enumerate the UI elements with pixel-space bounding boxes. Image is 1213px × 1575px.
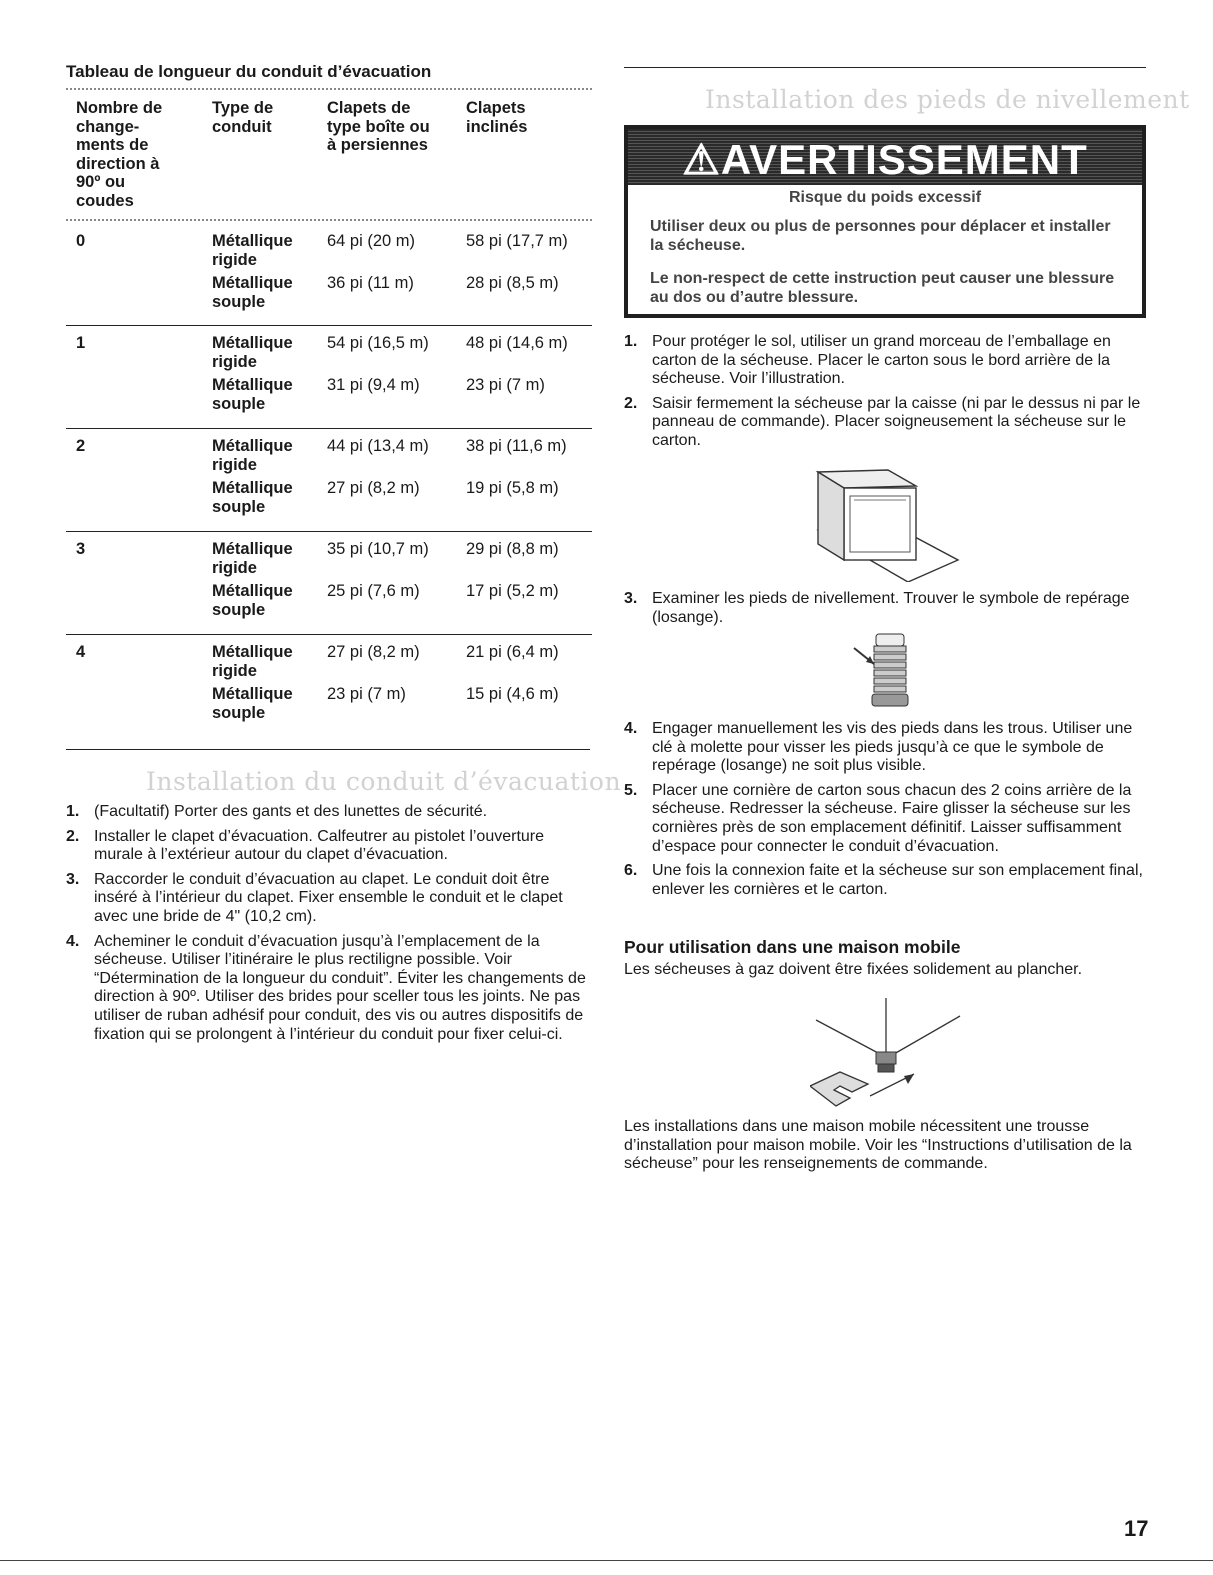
table-cell-angled-hood-length: 29 pi (8,8 m)	[466, 540, 559, 558]
leveling-leg-illustration	[852, 632, 922, 710]
table-cell-duct-type: Métallique souple	[212, 376, 293, 413]
page-bottom-rule	[0, 1560, 1213, 1561]
step-number: 5.	[624, 781, 638, 799]
table-cell-angled-hood-length: 15 pi (4,6 m)	[466, 685, 559, 703]
table-cell-box-hood-length: 36 pi (11 m)	[327, 274, 414, 292]
table-row-divider	[66, 634, 592, 635]
table-header-divider	[66, 219, 592, 221]
leveling-step-3	[624, 590, 1144, 633]
step-number: 1.	[66, 803, 80, 820]
table-cell-duct-type: Métallique souple	[212, 479, 293, 516]
header-angled-hoods: Clapets inclinés	[466, 99, 528, 136]
table-cell-angled-hood-length: 19 pi (5,8 m)	[466, 479, 559, 497]
table-cell-duct-type: Métallique souple	[212, 582, 293, 619]
table-cell-angled-hood-length: 17 pi (5,2 m)	[466, 582, 559, 600]
step-item	[624, 720, 1144, 776]
step-item	[66, 933, 586, 1045]
warning-heading: Risque du poids excessif	[788, 189, 982, 206]
table-row-count: 0	[76, 232, 86, 250]
section-title-duct-install: Installation du conduit d’évacuation	[146, 767, 622, 796]
table-row-count: 1	[76, 334, 86, 352]
table-cell-box-hood-length: 64 pi (20 m)	[327, 232, 416, 250]
step-text: Placer une cornière de carton sous chacun des 2 coins arrière de la sécheuse. Redresser la sécheuse. Faire glisser la sécheuse sur les cornières près de son emplacement définitif. Laisser suffisamment d’espace pour connecter le conduit d’évacuation.	[652, 781, 1132, 855]
table-cell-duct-type: Métallique rigide	[212, 540, 293, 577]
warning-label: ⚠AVERTISSEMENT	[682, 136, 1088, 183]
step-number: 4.	[66, 932, 80, 950]
header-direction-changes: Nombre de change- ments de direction à 90º ou coudes	[76, 99, 163, 210]
mobile-home-kit-text: Les installations dans une maison mobile nécessitent une trousse d’installation pour maison mobile. Voir les “Instructions d’utilisation de la sécheuse” pour les renseignements de commande.	[624, 1118, 1132, 1173]
table-cell-duct-type: Métallique rigide	[212, 643, 293, 680]
dryer-on-carton-illustration	[808, 460, 968, 582]
table-row-divider	[66, 325, 592, 326]
step-text: Installer le clapet d’évacuation. Calfeutrer au pistolet l’ouverture murale à l’extérieur autour du clapet d’évacuation.	[94, 827, 545, 864]
leveling-steps-1-2	[624, 333, 1144, 457]
table-cell-box-hood-length: 25 pi (7,6 m)	[327, 582, 420, 600]
table-cell-duct-type: Métallique rigide	[212, 437, 293, 474]
step-text: Une fois la connexion faite et la sécheuse sur son emplacement final, enlever les cornières et le carton.	[652, 862, 1143, 898]
section-title-leveling-legs: Installation des pieds de nivellement	[705, 85, 1190, 114]
table-cell-box-hood-length: 35 pi (10,7 m)	[327, 540, 429, 558]
table-cell-box-hood-length: 44 pi (13,4 m)	[327, 437, 429, 455]
step-item	[624, 333, 1144, 389]
section-divider-left	[66, 749, 590, 750]
header-duct-type: Type de conduit	[212, 99, 274, 136]
mobile-home-heading: Pour utilisation dans une maison mobile	[624, 937, 961, 957]
table-cell-angled-hood-length: 38 pi (11,6 m)	[466, 437, 567, 455]
table-cell-angled-hood-length: 28 pi (8,5 m)	[466, 274, 559, 292]
table-cell-box-hood-length: 23 pi (7 m)	[327, 685, 406, 703]
table-cell-box-hood-length: 54 pi (16,5 m)	[327, 334, 429, 352]
step-text: Pour protéger le sol, utiliser un grand morceau de l’emballage en carton de la sécheuse. Placer le carton sous le bord arrière de la sécheuse. Voir l’illustration.	[652, 333, 1111, 388]
step-number: 4.	[624, 720, 638, 737]
step-number: 2.	[624, 394, 638, 412]
step-number: 3.	[624, 590, 638, 607]
table-cell-angled-hood-length: 21 pi (6,4 m)	[466, 643, 559, 661]
table-cell-box-hood-length: 27 pi (8,2 m)	[327, 643, 420, 661]
step-text: Saisir fermement la sécheuse par la caisse (ni par le dessus ni par le panneau de commande). Placer soigneusement la sécheuse sur le carton.	[652, 394, 1141, 449]
table-row-divider	[66, 428, 592, 429]
step-text: Acheminer le conduit d’évacuation jusqu’à l’emplacement de la sécheuse. Utiliser l’itinéraire le plus rectiligne possible. Voir “Détermination de la longueur du conduit”. Éviter les changements de direction à 90º. Utiliser des brides pour sceller tous les joints. Ne pas utiliser de ruban adhésif pour conduit, des vis ou autres dispositifs de fixation qui se prolongent à l’intérieur du conduit pour fixer celui-ci.	[94, 932, 586, 1043]
step-item	[624, 782, 1144, 856]
step-text: (Facultatif) Porter des gants et des lunettes de sécurité.	[94, 803, 488, 820]
step-number: 1.	[624, 333, 638, 350]
table-cell-box-hood-length: 31 pi (9,4 m)	[327, 376, 420, 394]
table-top-divider	[66, 88, 592, 90]
table-cell-angled-hood-length: 23 pi (7 m)	[466, 376, 545, 394]
warning-line-2: Le non-respect de cette instruction peut causer une blessure au dos ou d’autre blessure.	[650, 270, 1115, 306]
step-item	[624, 862, 1144, 899]
warning-box	[624, 125, 1146, 318]
table-row-divider	[66, 531, 592, 532]
step-text: Engager manuellement les vis des pieds dans les trous. Utiliser une clé à molette pour visser les pieds jusqu’à ce que le symbole de repérage (losange) ne soit plus visible.	[652, 720, 1133, 775]
table-cell-duct-type: Métallique rigide	[212, 232, 293, 269]
step-item	[624, 395, 1144, 451]
step-text: Examiner les pieds de nivellement. Trouver le symbole de repérage (losange).	[652, 590, 1130, 626]
section-divider-right	[624, 67, 1146, 68]
step-item	[66, 871, 586, 927]
mobile-home-bracket-illustration	[810, 996, 970, 1116]
header-box-hoods: Clapets de type boîte ou à persiennes	[327, 99, 430, 154]
step-item	[66, 803, 586, 822]
mobile-home-text: Les sécheuses à gaz doivent être fixées solidement au plancher.	[624, 961, 1083, 978]
leveling-steps-4-6	[624, 720, 1144, 905]
step-number: 2.	[66, 827, 80, 845]
table-row-count: 2	[76, 437, 86, 455]
warning-line-1: Utiliser deux ou plus de personnes pour déplacer et installer la sécheuse.	[650, 218, 1111, 254]
step-number: 3.	[66, 870, 80, 888]
table-cell-duct-type: Métallique souple	[212, 685, 293, 722]
table-cell-duct-type: Métallique souple	[212, 274, 293, 311]
table-row-count: 3	[76, 540, 86, 558]
page-number: 17	[1124, 1516, 1149, 1541]
table-cell-box-hood-length: 27 pi (8,2 m)	[327, 479, 420, 497]
step-item	[624, 590, 1144, 627]
step-number: 6.	[624, 862, 638, 880]
step-text: Raccorder le conduit d’évacuation au clapet. Le conduit doit être inséré à l’intérieur du clapet. Fixer ensemble le conduit et le clapet avec une bride de 4" (10,2 cm).	[94, 870, 563, 925]
table-cell-duct-type: Métallique rigide	[212, 334, 293, 371]
table-title: Tableau de longueur du conduit d’évacuation	[66, 62, 432, 81]
table-cell-angled-hood-length: 58 pi (17,7 m)	[466, 232, 568, 250]
step-item	[66, 828, 586, 865]
duct-install-steps	[66, 803, 586, 1050]
warning-triangle-icon: ⚠	[682, 136, 721, 183]
table-row-count: 4	[76, 643, 86, 661]
table-cell-angled-hood-length: 48 pi (14,6 m)	[466, 334, 568, 352]
